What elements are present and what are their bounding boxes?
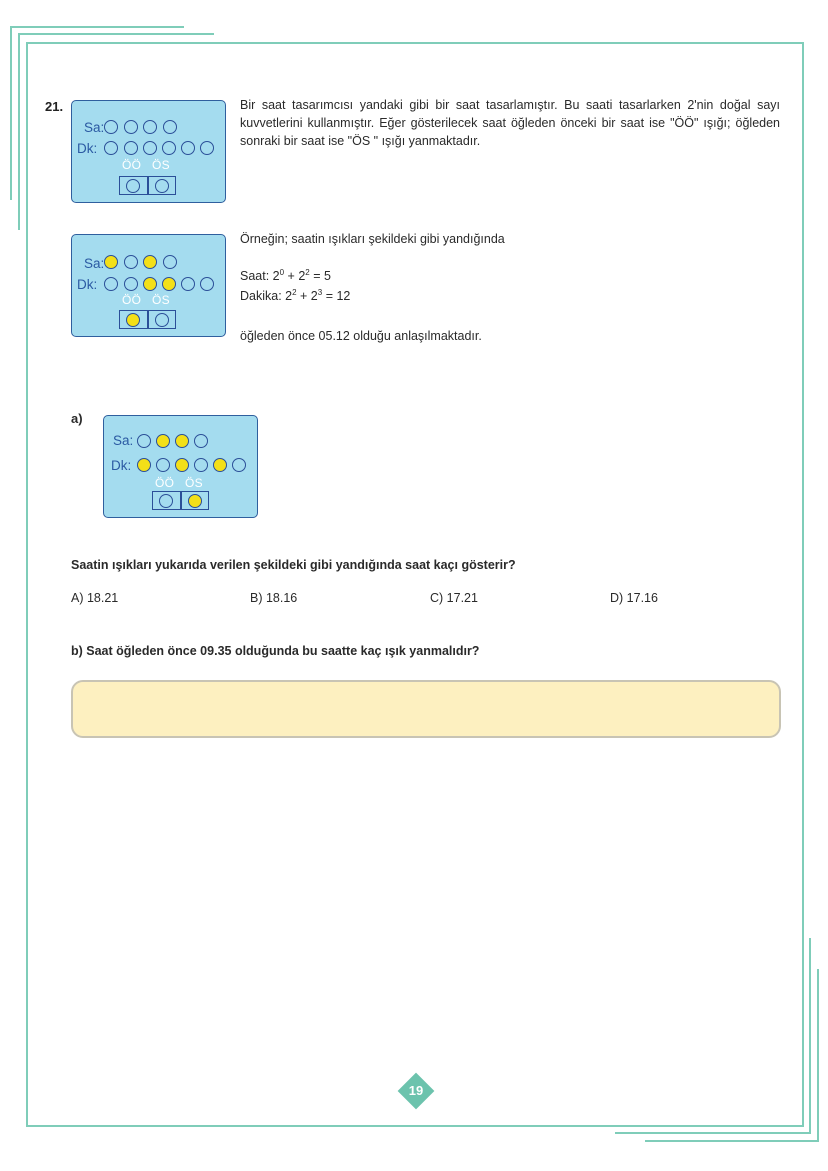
minute-light-4: [143, 277, 157, 291]
part-b-answer-box[interactable]: [71, 680, 781, 738]
minute-light-8: [162, 277, 176, 291]
am-pm-indicator: [152, 491, 209, 510]
am-label: ÖÖ: [122, 293, 142, 307]
minute-light-4: [143, 141, 157, 155]
am-label: ÖÖ: [122, 158, 142, 172]
minute-light-16: [181, 277, 195, 291]
border-line-bottom-middle: [615, 1132, 811, 1134]
border-line-right-middle: [809, 938, 811, 1134]
minute-light-2: [124, 277, 138, 291]
minute-label: Dk:: [77, 141, 98, 156]
pm-label: ÖS: [152, 293, 170, 307]
am-pm-indicator: [119, 310, 176, 329]
frame-left: [26, 42, 28, 1127]
am-pm-indicator: [119, 176, 176, 195]
part-b-question: b) Saat öğleden önce 09.35 olduğunda bu saatte kaç ışık yanmalıdır?: [71, 644, 480, 658]
hour-light-8: [194, 434, 208, 448]
pm-light: [155, 179, 169, 193]
minute-light-1: [104, 141, 118, 155]
minute-light-2: [156, 458, 170, 472]
border-line-bottom-outer: [645, 1140, 819, 1142]
minute-light-16: [213, 458, 227, 472]
question-number: 21.: [45, 99, 64, 114]
pm-light: [155, 313, 169, 327]
minute-light-1: [137, 458, 151, 472]
hour-light-1: [104, 255, 118, 269]
hour-light-2: [124, 120, 138, 134]
pm-light: [188, 494, 202, 508]
am-light: [126, 313, 140, 327]
minute-light-1: [104, 277, 118, 291]
minute-light-16: [181, 141, 195, 155]
example-intro: Örneğin; saatin ışıkları şekildeki gibi yandığında: [240, 232, 505, 246]
minute-light-8: [194, 458, 208, 472]
hour-light-1: [137, 434, 151, 448]
page-number: 19: [408, 1083, 424, 1098]
minute-light-32: [232, 458, 246, 472]
minute-light-2: [124, 141, 138, 155]
border-line-right-outer: [817, 969, 819, 1142]
hour-light-4: [175, 434, 189, 448]
minute-light-8: [162, 141, 176, 155]
frame-bottom: [26, 1125, 804, 1127]
border-line-left-middle: [18, 33, 20, 230]
option-c[interactable]: C) 17.21: [430, 591, 478, 605]
hour-label: Sa:: [113, 433, 134, 448]
question-intro: Bir saat tasarımcısı yandaki gibi bir saat tasarlamıştır. Bu saati tasarlarken 2'nin doğal sayı kuvvetlerini kullanmıştır. Eğer gösterilecek saat öğleden önceki bir saat ise "ÖÖ" ışığı; öğleden sonraki bir saat ise "ÖS " ışığı yanmaktadır.: [240, 98, 780, 148]
example-dakika-formula: Dakika: $2^2 + 2^3 = 12$: [240, 288, 351, 303]
part-a-label: a): [71, 411, 83, 426]
hour-light-4: [143, 255, 157, 269]
am-light: [159, 494, 173, 508]
pm-label: ÖS: [185, 476, 203, 490]
hour-light-4: [143, 120, 157, 134]
hour-light-1: [104, 120, 118, 134]
frame-top: [26, 42, 804, 44]
am-light: [126, 179, 140, 193]
hour-light-2: [124, 255, 138, 269]
hour-label: Sa:: [84, 256, 105, 271]
frame-right: [802, 42, 804, 1127]
hour-light-8: [163, 255, 177, 269]
border-line-top-outer: [10, 26, 184, 28]
clock-figure-design: [71, 100, 226, 203]
minute-light-4: [175, 458, 189, 472]
hour-label: Sa:: [84, 120, 105, 135]
clock-figure-part-a: [103, 415, 258, 518]
part-a-question: Saatin ışıkları yukarıda verilen şekildeki gibi yandığında saat kaçı gösterir?: [71, 558, 516, 572]
minute-light-32: [200, 141, 214, 155]
minute-label: Dk:: [111, 458, 132, 473]
hour-light-2: [156, 434, 170, 448]
am-label: ÖÖ: [155, 476, 175, 490]
clock-figure-example: [71, 234, 226, 337]
pm-label: ÖS: [152, 158, 170, 172]
option-b[interactable]: B) 18.16: [250, 591, 298, 605]
border-line-left-outer: [10, 26, 12, 200]
option-d[interactable]: D) 17.16: [610, 591, 658, 605]
border-line-top-middle: [18, 33, 214, 35]
example-saat-formula: Saat: $2^0 + 2^2 = 5$: [240, 268, 331, 283]
hour-light-8: [163, 120, 177, 134]
example-conclusion: öğleden önce 05.12 olduğu anlaşılmaktadır.: [240, 329, 482, 343]
minute-light-32: [200, 277, 214, 291]
option-a[interactable]: A) 18.21: [71, 591, 119, 605]
minute-label: Dk:: [77, 277, 98, 292]
